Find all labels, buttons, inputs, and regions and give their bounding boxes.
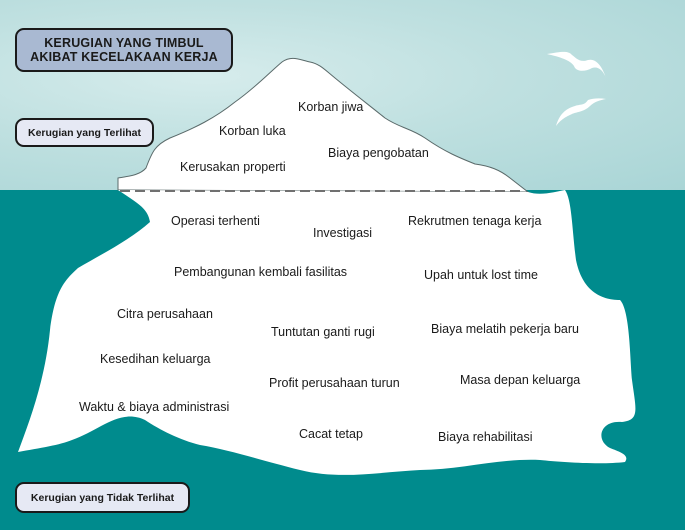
hidden-cost-item: Cacat tetap <box>299 427 363 441</box>
hidden-cost-item: Rekrutmen tenaga kerja <box>408 214 542 228</box>
hidden-cost-item: Kesedihan keluarga <box>100 352 211 366</box>
visible-costs-label: Kerugian yang Terlihat <box>15 118 154 147</box>
hidden-cost-item: Profit perusahaan turun <box>269 376 400 390</box>
seagull-icon <box>547 52 606 126</box>
hidden-cost-item: Masa depan keluarga <box>460 373 581 387</box>
diagram-title <box>15 28 233 72</box>
hidden-cost-item: Citra perusahaan <box>117 307 213 321</box>
hidden-costs-label: Kerugian yang Tidak Terlihat <box>15 482 190 513</box>
visible-cost-item: Kerusakan properti <box>180 160 286 174</box>
title-line-2: AKIBAT KECELAKAAN KERJA <box>30 50 218 64</box>
hidden-cost-item: Pembangunan kembali fasilitas <box>174 265 348 279</box>
hidden-cost-item: Biaya melatih pekerja baru <box>431 322 579 336</box>
visible-cost-item: Biaya pengobatan <box>328 146 429 160</box>
visible-cost-item: Korban luka <box>219 124 286 138</box>
hidden-cost-item: Operasi terhenti <box>171 214 260 228</box>
hidden-cost-item: Tuntutan ganti rugi <box>271 325 375 339</box>
hidden-cost-item: Biaya rehabilitasi <box>438 430 533 444</box>
hidden-cost-item: Upah untuk lost time <box>424 268 538 282</box>
hidden-cost-item: Investigasi <box>313 226 373 240</box>
visible-cost-item: Korban jiwa <box>298 100 364 114</box>
title-line-1: KERUGIAN YANG TIMBUL <box>44 36 204 50</box>
hidden-cost-item: Waktu & biaya administrasi <box>79 400 230 414</box>
